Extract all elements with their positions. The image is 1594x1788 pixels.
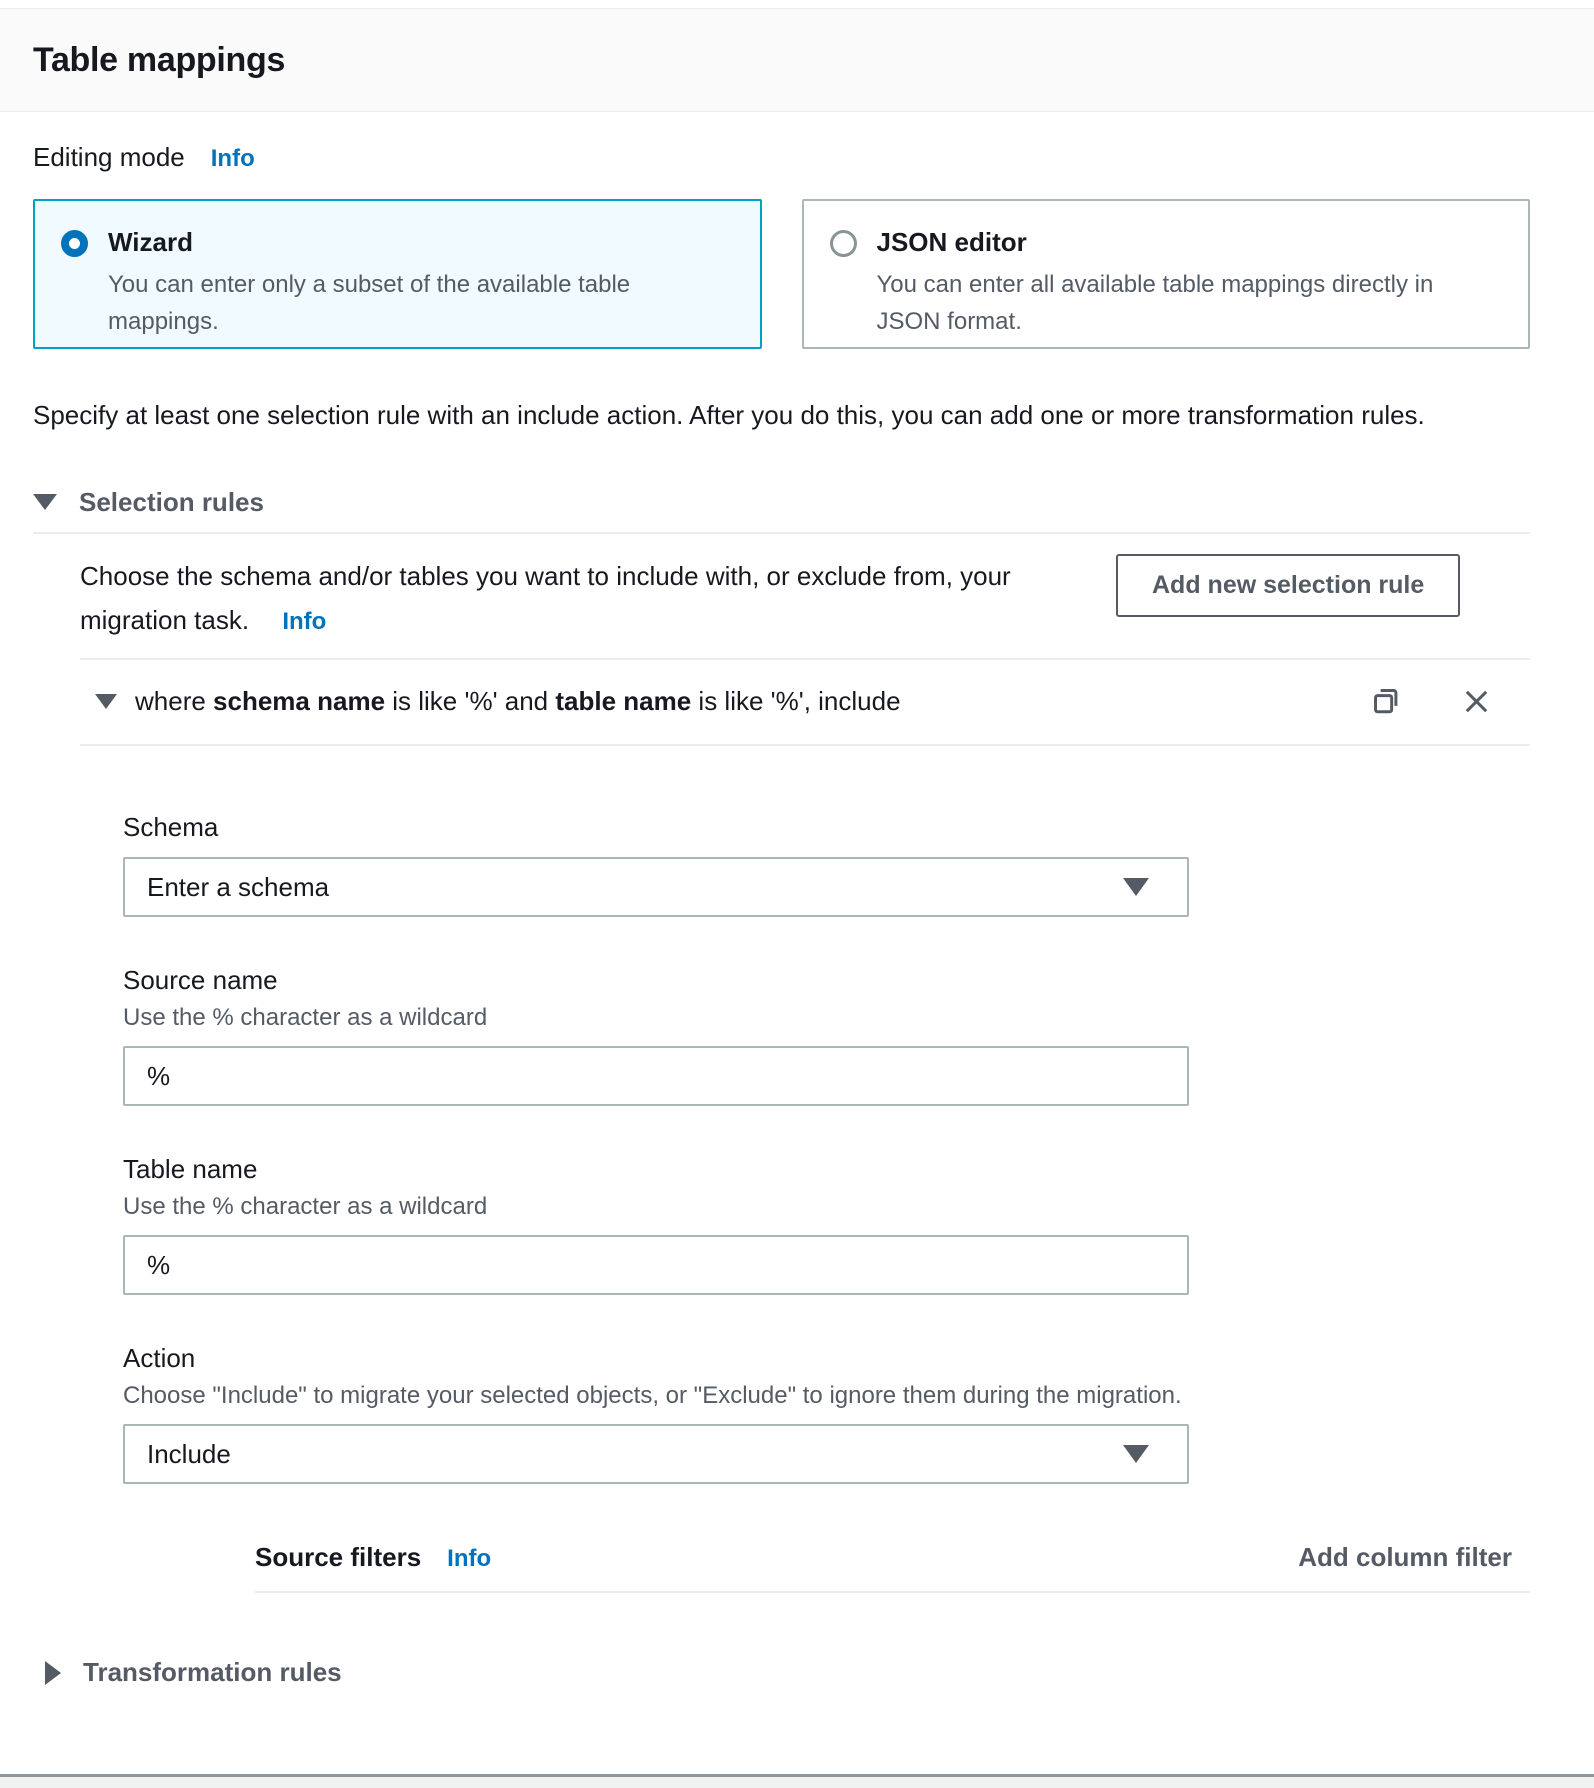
close-icon bbox=[1461, 686, 1492, 717]
selection-rules-header[interactable] bbox=[33, 487, 1530, 518]
transformation-rules-header[interactable] bbox=[33, 1657, 1530, 1688]
intro-text: Specify at least one selection rule with an include action. After you do this, you can add one or more transformation rules. bbox=[33, 400, 1425, 430]
editing-mode-row bbox=[33, 142, 1530, 173]
panel-header bbox=[0, 8, 1594, 112]
source-name-constraint: Use the % character as a wildcard bbox=[123, 1004, 488, 1032]
source-name-label: Source name bbox=[123, 965, 278, 996]
rule-summary: where schema name is like '%' and table name is like '%', include bbox=[135, 685, 901, 716]
selection-rules-title: Selection rules bbox=[79, 486, 264, 517]
caret-right-icon bbox=[45, 1661, 61, 1685]
source-name-input[interactable] bbox=[123, 1046, 1189, 1106]
rule-form bbox=[123, 812, 1530, 1593]
panel-content bbox=[0, 142, 1530, 1688]
selection-rules-intro-row bbox=[80, 554, 1530, 643]
caret-down-icon bbox=[33, 494, 57, 510]
action-select-value: Include bbox=[147, 1438, 231, 1469]
schema-label: Schema bbox=[123, 812, 219, 843]
divider bbox=[33, 532, 1530, 534]
source-filters-info-link[interactable]: Info bbox=[447, 1545, 492, 1573]
radio-unselected-icon[interactable] bbox=[830, 230, 857, 257]
action-select[interactable] bbox=[123, 1424, 1189, 1484]
action-label: Action bbox=[123, 1343, 196, 1374]
remove-rule-button[interactable] bbox=[1461, 686, 1492, 717]
selection-rules-info-link[interactable]: Info bbox=[282, 607, 327, 635]
source-filters-row bbox=[255, 1542, 1530, 1573]
table-name-constraint: Use the % character as a wildcard bbox=[123, 1193, 488, 1221]
tile-wizard[interactable] bbox=[33, 199, 762, 349]
divider bbox=[255, 1591, 1530, 1593]
caret-down-icon bbox=[1123, 878, 1149, 896]
transformation-rules-title: Transformation rules bbox=[83, 1657, 342, 1688]
action-constraint: Choose "Include" to migrate your selected objects, or "Exclude" to ignore them during the migration. bbox=[123, 1382, 1182, 1410]
copy-rule-button[interactable] bbox=[1369, 684, 1403, 718]
rule-header-row bbox=[80, 660, 1530, 744]
tile-json-editor-title: JSON editor bbox=[876, 227, 1027, 257]
editing-mode-tiles bbox=[33, 199, 1530, 349]
tile-json-editor[interactable] bbox=[802, 199, 1531, 349]
divider bbox=[80, 744, 1530, 746]
caret-down-icon[interactable] bbox=[95, 694, 117, 709]
radio-selected-icon[interactable] bbox=[61, 230, 88, 257]
tile-json-editor-description: You can enter all available table mappings directly in JSON format. bbox=[876, 271, 1434, 336]
source-filters-label: Source filters bbox=[255, 1542, 422, 1573]
selection-rules-description: Choose the schema and/or tables you want to include with, or exclude from, your migration task. Info bbox=[80, 560, 1011, 635]
tile-wizard-title: Wizard bbox=[108, 227, 193, 257]
tile-wizard-description: You can enter only a subset of the available table mappings. bbox=[108, 271, 631, 336]
editing-mode-info-link[interactable]: Info bbox=[210, 145, 255, 172]
table-name-input[interactable] bbox=[123, 1235, 1189, 1295]
schema-select[interactable] bbox=[123, 857, 1189, 917]
page-title: Table mappings bbox=[33, 40, 286, 79]
table-name-label: Table name bbox=[123, 1154, 258, 1185]
copy-icon bbox=[1369, 684, 1403, 718]
add-selection-rule-button[interactable]: Add new selection rule bbox=[1116, 554, 1460, 617]
add-column-filter-button[interactable]: Add column filter bbox=[1298, 1542, 1512, 1573]
next-panel-edge bbox=[0, 1774, 1594, 1788]
editing-mode-label: Editing mode bbox=[33, 142, 185, 172]
caret-down-icon bbox=[1123, 1445, 1149, 1463]
schema-select-value: Enter a schema bbox=[147, 871, 330, 902]
